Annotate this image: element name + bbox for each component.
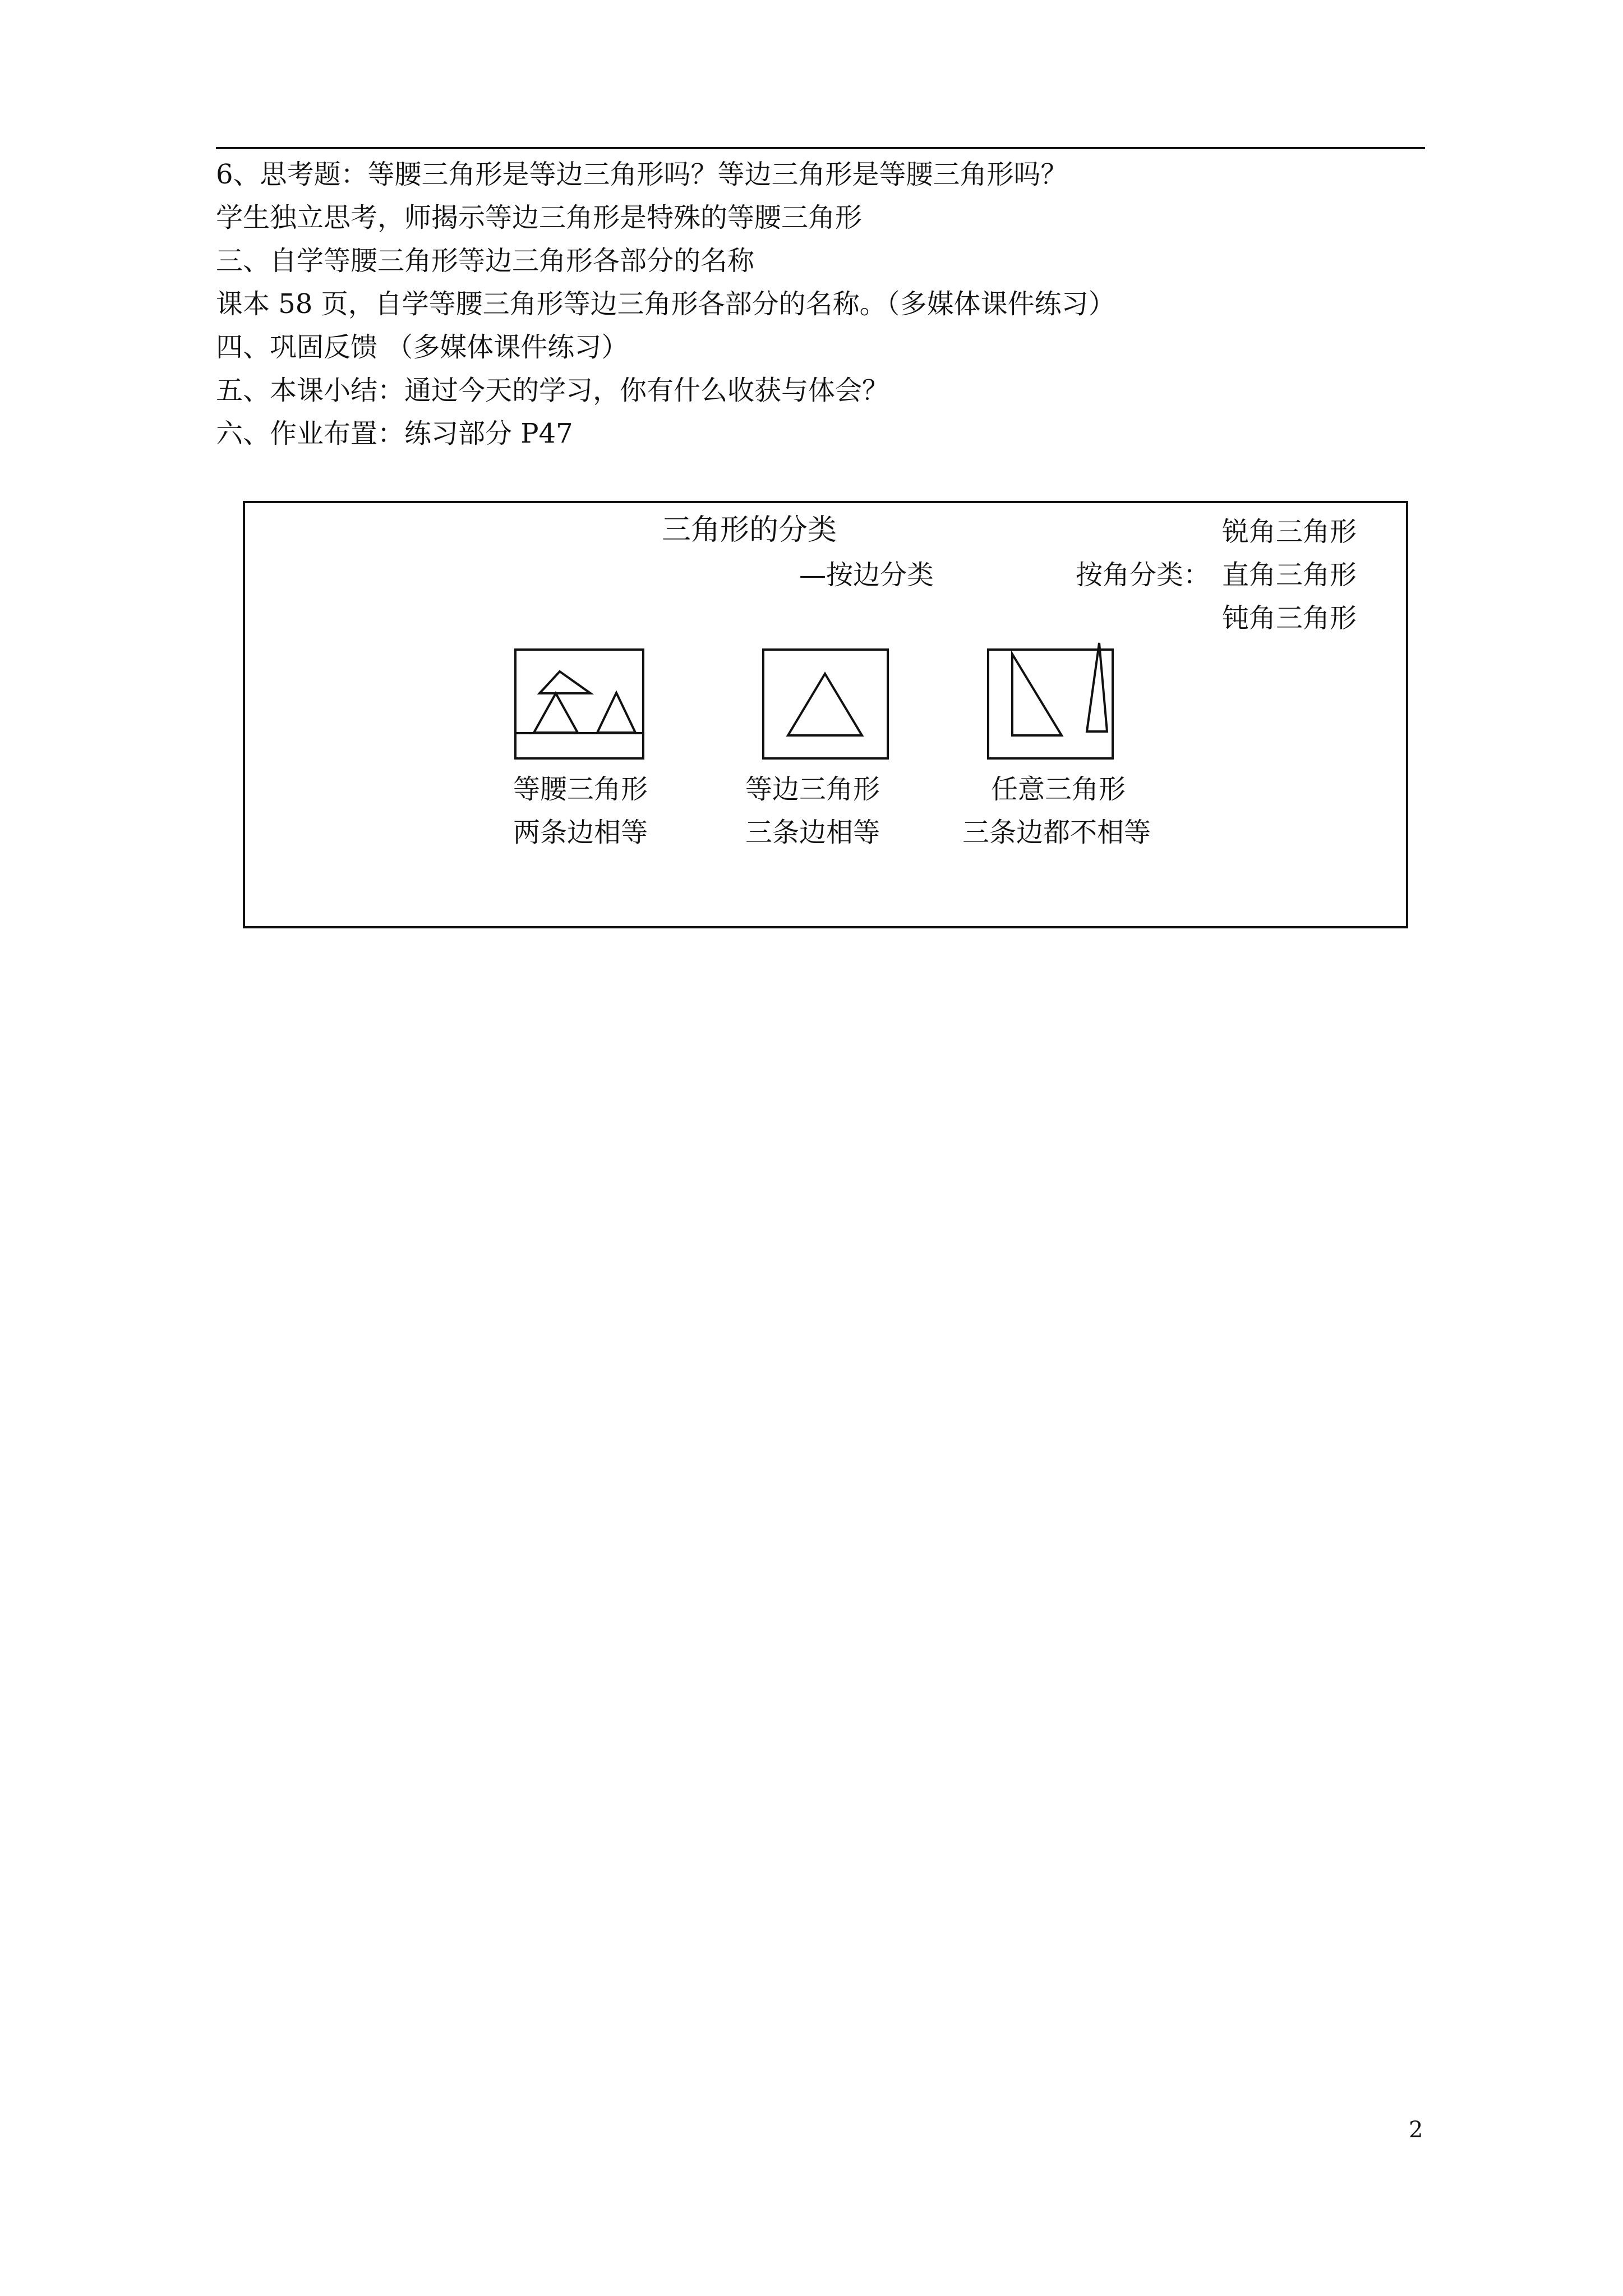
text-line-question-6: 6、思考题：等腰三角形是等边三角形吗？等边三角形是等腰三角形吗？ <box>216 159 1068 190</box>
figure-label-scalene: 任意三角形 <box>991 774 1126 805</box>
figure-desc-isosceles: 两条边相等 <box>513 817 648 848</box>
text-line-student-thinking: 学生独立思考，师揭示等边三角形是特殊的等腰三角形 <box>216 202 863 233</box>
header-rule <box>216 147 1425 149</box>
figure-desc-scalene: 三条边都不相等 <box>962 817 1151 848</box>
page-number: 2 <box>1409 2117 1423 2143</box>
right-triangle-label: 直角三角形 <box>1222 559 1357 591</box>
text-line-section-4: 四、巩固反馈 （多媒体课件练习） <box>216 332 629 363</box>
by-side-label: —按边分类 <box>799 559 934 591</box>
figure-label-isosceles: 等腰三角形 <box>513 774 648 805</box>
text-line-section-6-homework: 六、作业布置：练习部分 P47 <box>216 418 573 449</box>
equilateral-triangle-figure <box>762 648 890 761</box>
blackboard-design-box <box>243 501 1408 928</box>
isosceles-triangles-figure <box>514 648 646 761</box>
acute-triangle-label: 锐角三角形 <box>1222 516 1357 547</box>
scalene-triangles-figure <box>987 648 1115 761</box>
text-line-section-3-heading: 三、自学等腰三角形等边三角形各部分的名称 <box>216 245 755 277</box>
board-title: 三角形的分类 <box>662 513 837 547</box>
figure-desc-equilateral: 三条边相等 <box>745 817 880 848</box>
text-line-textbook-page: 课本 58 页，自学等腰三角形等边三角形各部分的名称。（多媒体课件练习） <box>216 288 1115 320</box>
obtuse-triangle-label: 钝角三角形 <box>1222 602 1357 634</box>
figure-label-equilateral: 等边三角形 <box>745 774 880 805</box>
by-angle-label: 按角分类： <box>1076 559 1211 591</box>
text-line-section-5-summary: 五、本课小结：通过今天的学习，你有什么收获与体会？ <box>216 375 889 406</box>
